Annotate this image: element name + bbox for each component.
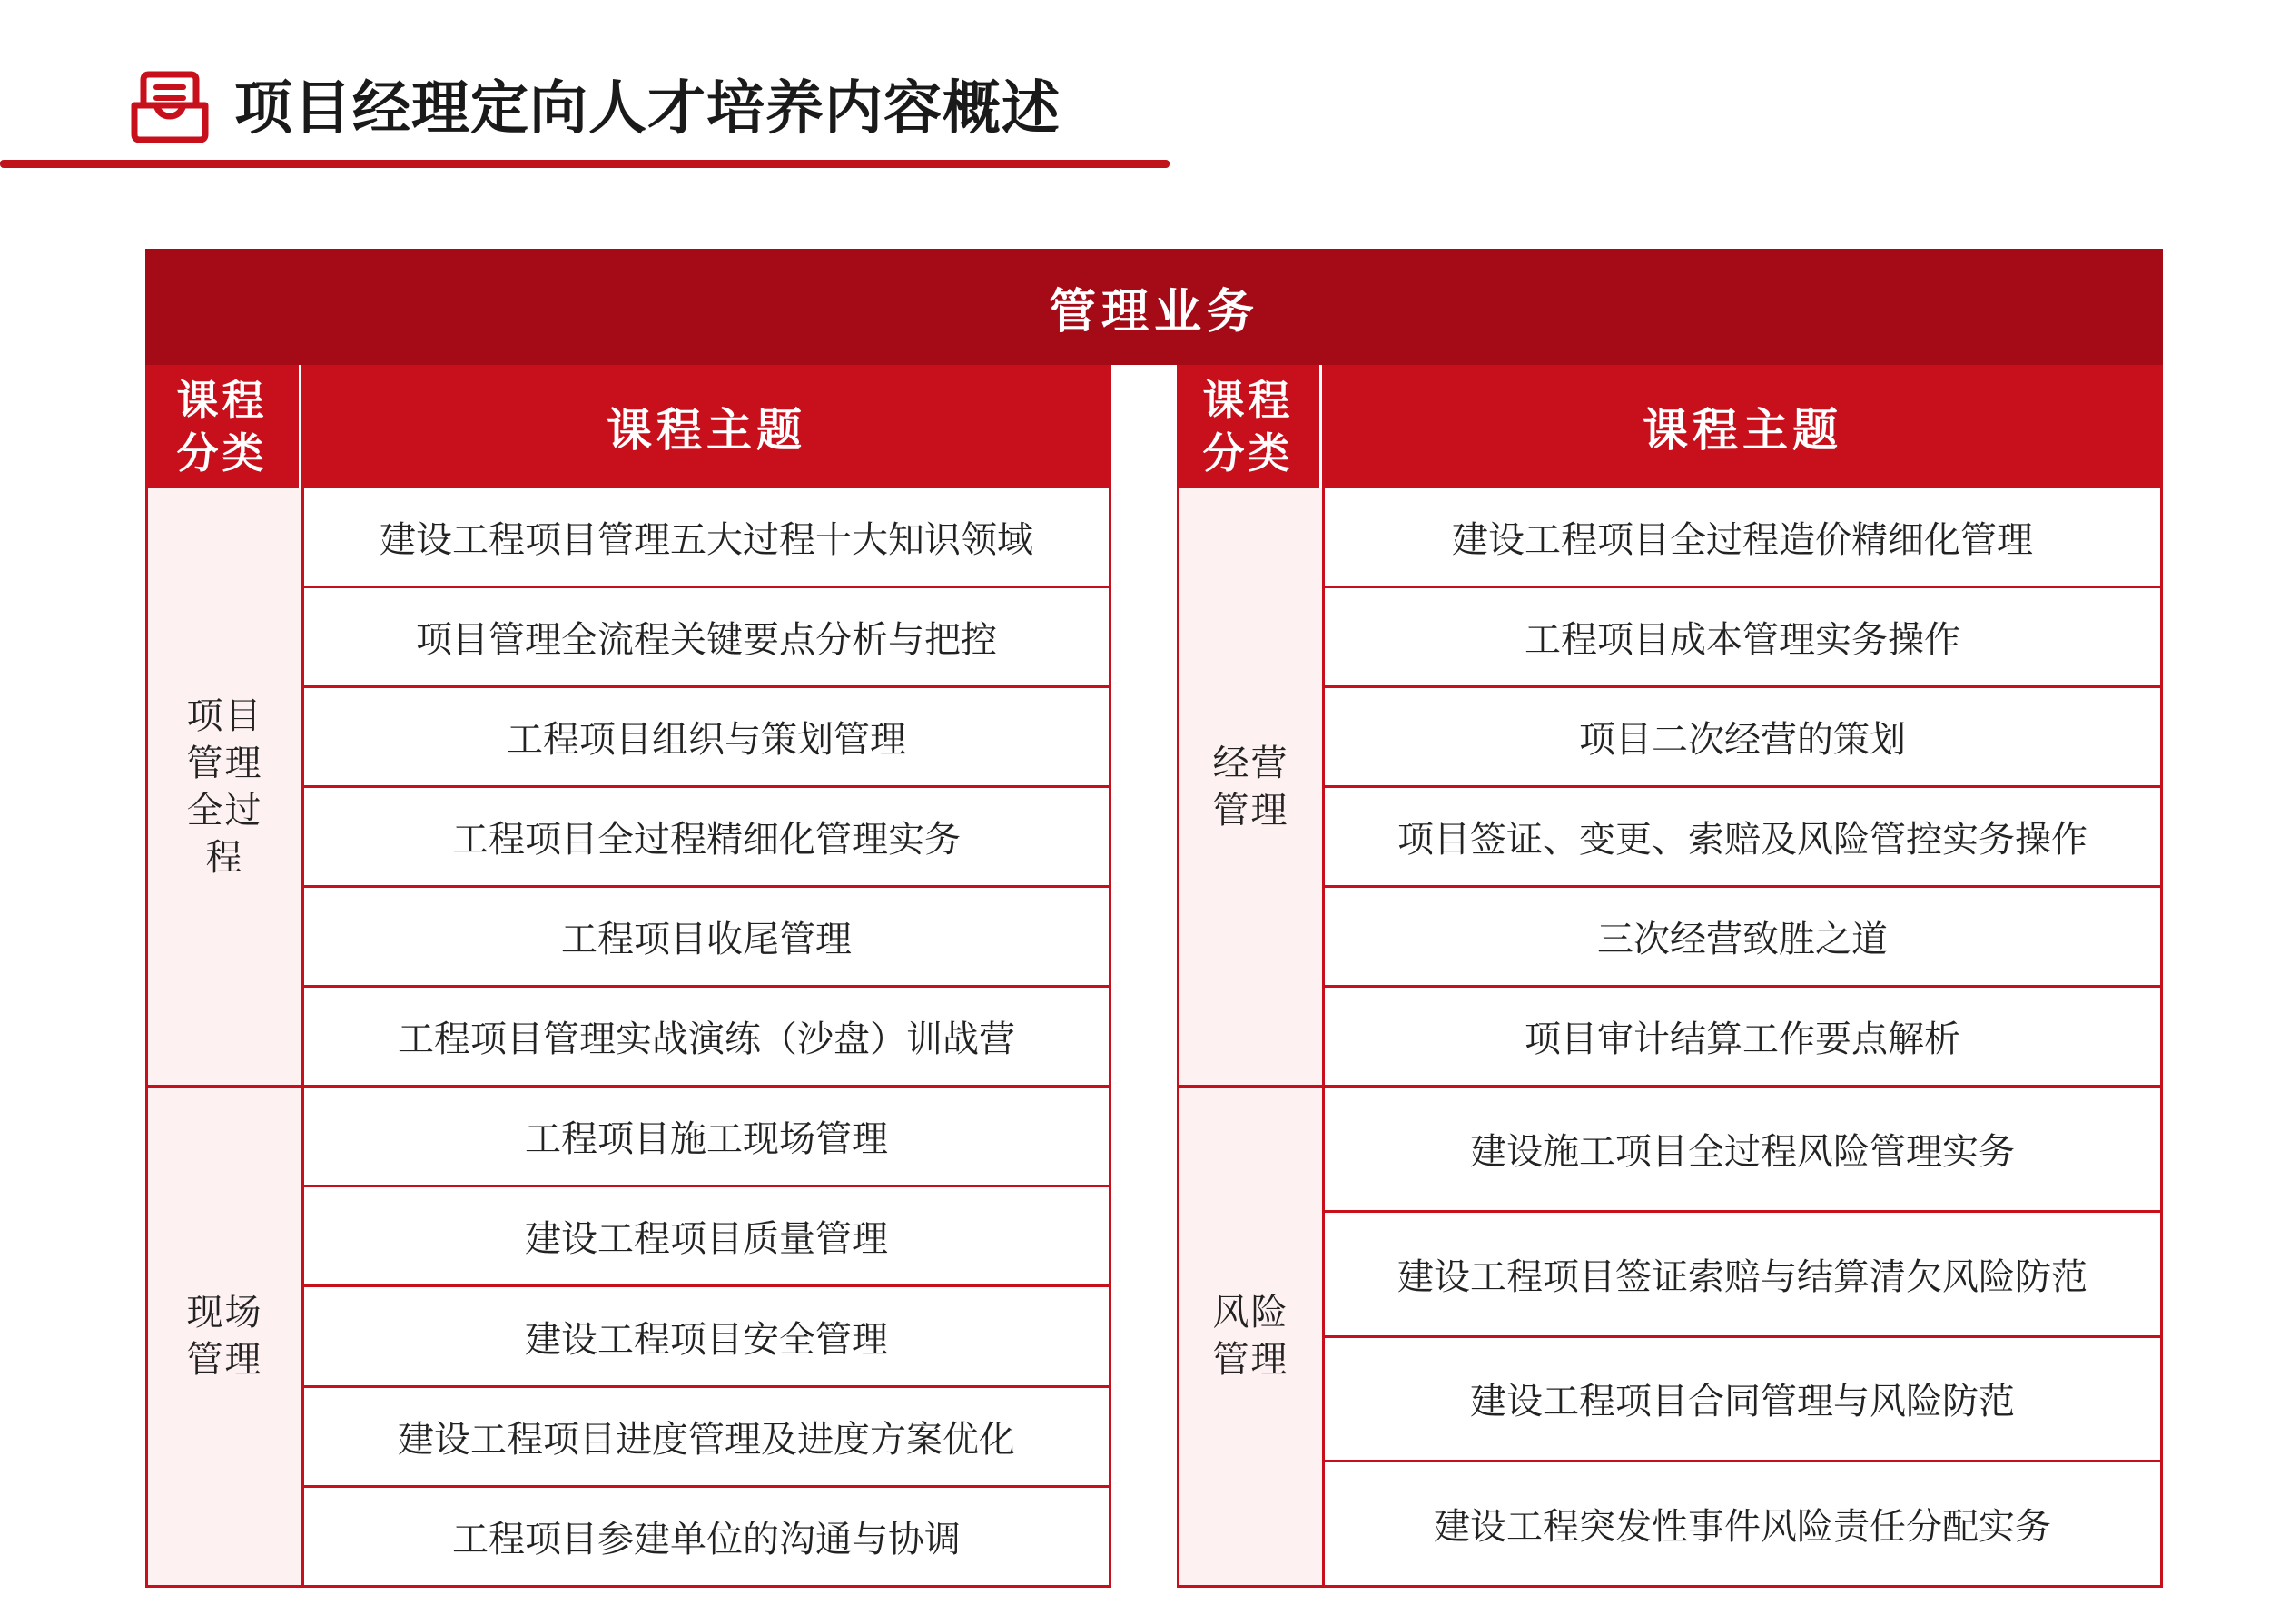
table-main-header: 管理业务 xyxy=(145,249,2163,365)
category-cell: 项目管理全过程 xyxy=(148,488,304,1085)
course-row: 三次经营致胜之道 xyxy=(1325,888,2160,988)
page-header xyxy=(0,0,1171,177)
course-row: 工程项目收尾管理 xyxy=(304,888,1109,988)
course-row: 工程项目施工现场管理 xyxy=(304,1088,1109,1187)
course-table xyxy=(145,249,2163,1588)
course-row: 项目签证、变更、索赔及风险管控实务操作 xyxy=(1325,788,2160,888)
course-row: 工程项目全过程精细化管理实务 xyxy=(304,788,1109,888)
course-row: 建设工程项目质量管理 xyxy=(304,1187,1109,1287)
course-row: 建设工程项目签证索赔与结算清欠风险防范 xyxy=(1325,1213,2160,1338)
course-row: 工程项目管理实战演练（沙盘）训战营 xyxy=(398,1019,1015,1060)
category-group xyxy=(145,488,1111,1088)
course-row: 建设施工项目全过程风险管理实务 xyxy=(1325,1088,2160,1213)
course-row: 建设工程突发性事件风险责任分配实务 xyxy=(1434,1506,2051,1549)
course-row: 建设工程项目进度管理及进度方案优化 xyxy=(304,1388,1109,1488)
page-title: 项目经理定向人才培养内容概述 xyxy=(234,75,1061,143)
course-row: 工程项目参建单位的沟通与协调 xyxy=(452,1518,961,1560)
course-row: 建设工程项目管理五大过程十大知识领域 xyxy=(304,488,1109,588)
course-row: 工程项目组织与策划管理 xyxy=(304,688,1109,788)
document-tray-icon xyxy=(129,65,211,147)
right-panel-header xyxy=(1177,365,2163,488)
category-cell: 现场管理 xyxy=(148,1088,304,1585)
category-group xyxy=(1177,488,2163,1088)
right-col-category-header: 课程分类 xyxy=(1177,365,1322,488)
category-cell: 风险管理 xyxy=(1179,1088,1325,1585)
course-row: 工程项目成本管理实务操作 xyxy=(1325,588,2160,688)
title-underline xyxy=(0,160,1170,168)
course-row: 项目二次经营的策划 xyxy=(1325,688,2160,788)
course-row: 建设工程项目合同管理与风险防范 xyxy=(1325,1338,2160,1463)
category-group xyxy=(145,1088,1111,1588)
left-col-category-header: 课程分类 xyxy=(145,365,301,488)
course-row: 项目审计结算工作要点解析 xyxy=(1525,1019,1960,1060)
course-row: 建设工程项目全过程造价精细化管理 xyxy=(1325,488,2160,588)
course-row: 项目管理全流程关键要点分析与把控 xyxy=(304,588,1109,688)
left-panel-header xyxy=(145,365,1111,488)
right-panel xyxy=(1177,365,2163,1588)
right-col-topic-header: 课程主题 xyxy=(1643,404,1842,457)
left-panel xyxy=(145,365,1111,1588)
category-group xyxy=(1177,1088,2163,1588)
course-row: 建设工程项目安全管理 xyxy=(304,1287,1109,1387)
left-col-topic-header: 课程主题 xyxy=(607,404,806,457)
category-cell: 经营管理 xyxy=(1179,488,1325,1085)
